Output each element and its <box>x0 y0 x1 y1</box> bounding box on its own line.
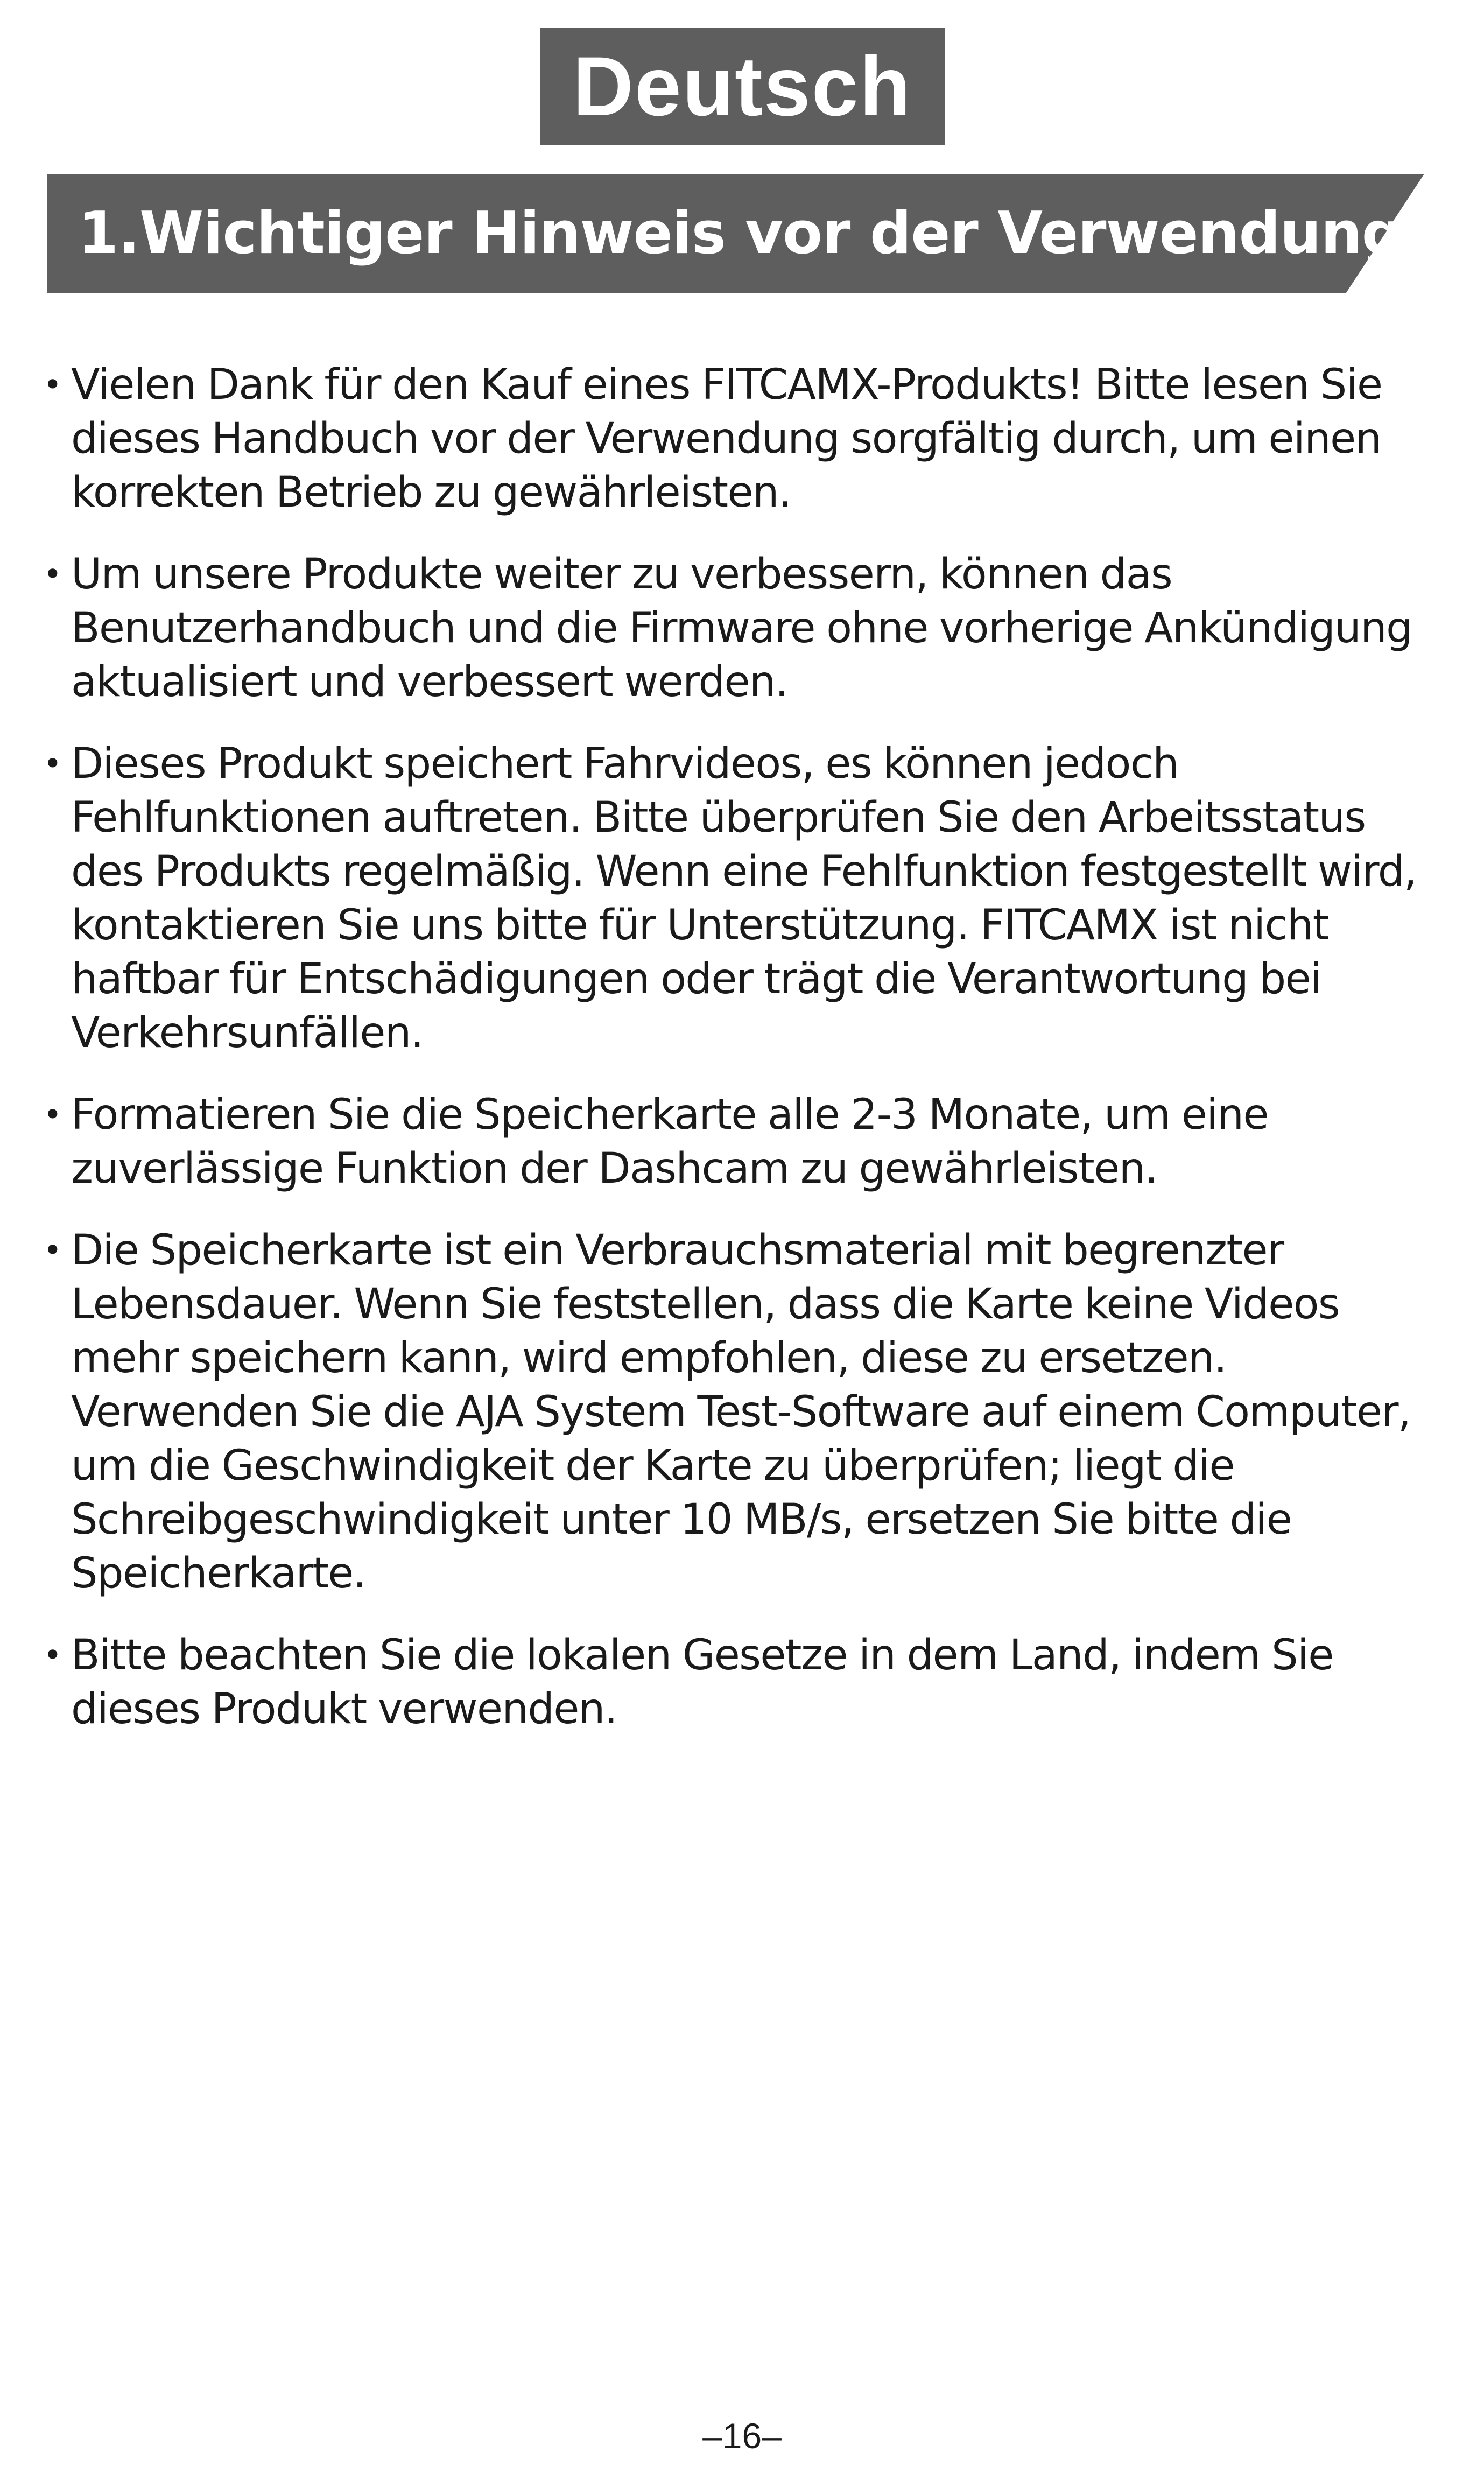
bullet-marker: • <box>43 1636 61 1674</box>
bullet-marker: • <box>43 1096 61 1134</box>
note-text: Bitte beachten Sie die lokalen Gesetze in dem Land, indem Sie dieses Produkt verwenden. <box>71 1631 1333 1733</box>
section-title: 1.Wichtiger Hinweis vor der Verwendung <box>78 200 1403 267</box>
page-number: –16– <box>702 2416 782 2456</box>
note-text: Vielen Dank für den Kauf eines FITCAMX-Produkts! Bitte lesen Sie dieses Handbuch vor der Verwendung sorgfältig durch, um einen korrekten Betrieb zu gewährleisten. <box>71 361 1382 517</box>
language-label: Deutsch <box>540 28 945 145</box>
bullet-marker: • <box>43 556 61 593</box>
note-text: Die Speicherkarte ist ein Verbrauchsmaterial mit begrenzter Lebensdauer. Wenn Sie feststellen, dass die Karte keine Videos mehr speichern kann, wird empfohlen, diese zu ersetzen. Verwenden Sie die AJA System Test-Software auf einem Computer, um die Geschwindigkeit der Karte zu überprüfen; liegt die Schreibgeschwindigkeit unter 10 MB/s, ersetzen Sie bitte die Speicherkarte. <box>71 1226 1411 1598</box>
bullet-marker: • <box>43 745 61 783</box>
note-item <box>43 1628 1426 1736</box>
note-item <box>43 1224 1426 1600</box>
note-text: Formatieren Sie die Speicherkarte alle 2-3 Monate, um eine zuverlässige Funktion der Dashcam zu gewährleisten. <box>71 1091 1268 1193</box>
bullet-marker: • <box>43 366 61 404</box>
bullet-marker: • <box>43 1232 61 1269</box>
note-item <box>43 1088 1426 1196</box>
notes-list <box>43 358 1426 1764</box>
note-item <box>43 547 1426 709</box>
note-text: Dieses Produkt speichert Fahrvideos, es können jedoch Fehlfunktionen auftreten. Bitte überprüfen Sie den Arbeitsstatus des Produkts regelmäßig. Wenn eine Fehlfunktion festgestellt wird, kontaktieren Sie uns bitte für Unterstützung. FITCAMX ist nicht haftbar für Entschädigungen oder trägt die Verantwortung bei Verkehrsunfällen. <box>71 740 1417 1057</box>
note-text: Um unsere Produkte weiter zu verbessern, können das Benutzerhandbuch und die Firmware ohne vorherige Ankündigung aktualisiert und verbessert werden. <box>71 550 1412 706</box>
note-item <box>43 358 1426 519</box>
note-item <box>43 737 1426 1060</box>
